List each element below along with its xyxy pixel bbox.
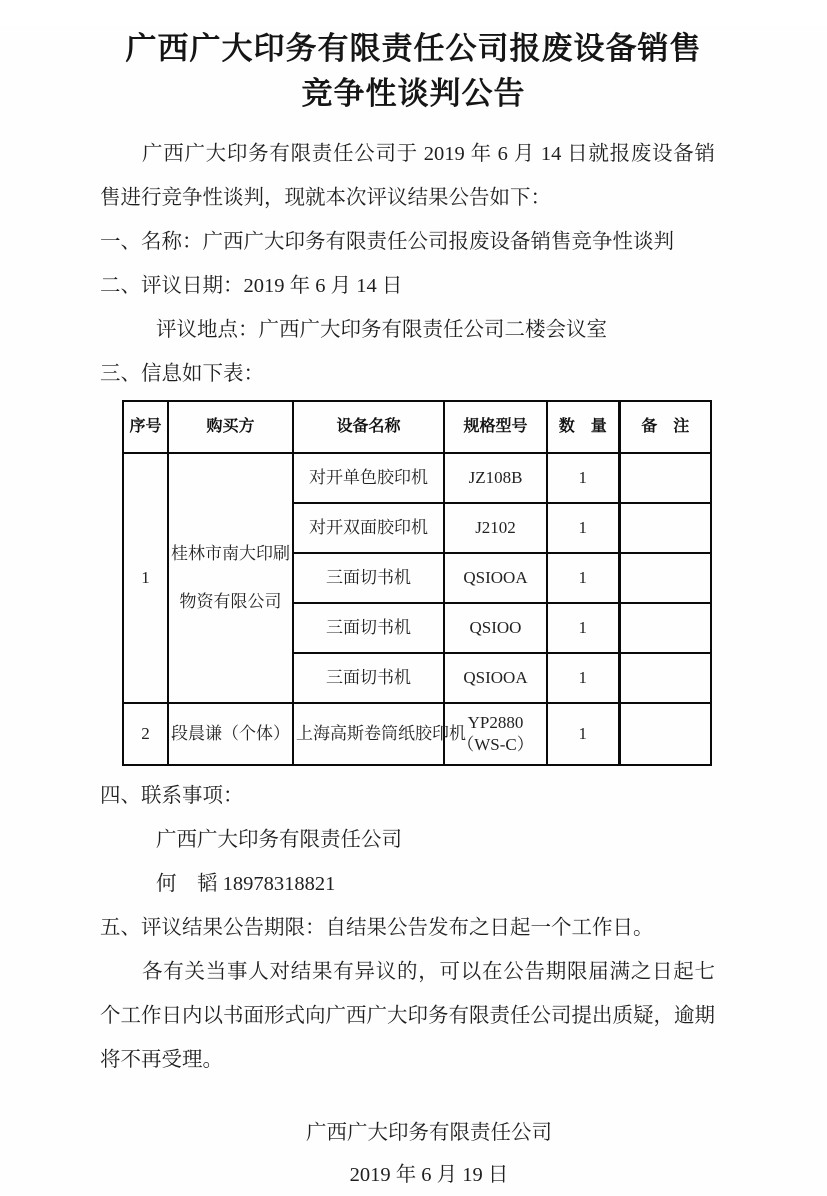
equipment-name-cell: 三面切书机 (293, 553, 444, 603)
list-item-3-table-intro: 三、信息如下表： (100, 363, 264, 385)
table-row (123, 703, 711, 765)
quantity-cell: 1 (547, 503, 619, 553)
note-cell (619, 453, 711, 503)
equipment-name-cell: 上海高斯卷筒纸胶印机 (293, 703, 444, 765)
equipment-name-cell: 对开双面胶印机 (293, 503, 444, 553)
equipment-name-cell: 三面切书机 (293, 603, 444, 653)
header-quantity: 数 量 (547, 401, 619, 453)
document-body (100, 132, 715, 1196)
title-line-1: 广西广大印务有限责任公司报废设备销售 (125, 31, 702, 66)
model-cell: QSIOOA (444, 653, 547, 703)
intro-paragraph: 广西广大印务有限责任公司于 2019 年 6 月 14 日就报废设备销售进行竞争性谈判，现就本次评议结果公告如下： (100, 143, 715, 209)
note-cell (619, 553, 711, 603)
buyer-cell: 桂林市南大印刷物资有限公司 (168, 453, 293, 703)
equipment-name-cell: 对开单色胶印机 (293, 453, 444, 503)
list-item-2-location: 评议地点：广西广大印务有限责任公司二楼会议室 (156, 319, 607, 341)
document-page (0, 26, 827, 1195)
model-cell: J2102 (444, 503, 547, 553)
table-row (123, 453, 711, 503)
equipment-table (122, 400, 712, 766)
note-cell (619, 703, 711, 765)
buyer-cell: 段晨谦（个体） (168, 703, 293, 765)
contact-person-phone: 何 韬 18978318821 (156, 873, 336, 895)
model-cell: JZ108B (444, 453, 547, 503)
title-line-2: 竞争性谈判公告 (301, 76, 526, 111)
list-item-4-contact: 四、联系事项： (100, 785, 244, 807)
header-serial: 序号 (123, 401, 168, 453)
signature-block (306, 1112, 552, 1196)
quantity-cell: 1 (547, 453, 619, 503)
model-cell: QSIOOA (444, 553, 547, 603)
header-buyer: 购买方 (168, 401, 293, 453)
header-note: 备 注 (619, 401, 711, 453)
serial-cell: 2 (123, 703, 168, 765)
equipment-name-cell: 三面切书机 (293, 653, 444, 703)
note-cell (619, 503, 711, 553)
list-item-2-date: 二、评议日期：2019 年 6 月 14 日 (100, 275, 403, 297)
list-item-1-name: 一、名称：广西广大印务有限责任公司报废设备销售竞争性谈判 (100, 231, 674, 253)
note-cell (619, 603, 711, 653)
quantity-cell: 1 (547, 653, 619, 703)
quantity-cell: 1 (547, 603, 619, 653)
document-title (0, 26, 827, 116)
model-cell: QSIOO (444, 603, 547, 653)
header-equipment: 设备名称 (293, 401, 444, 453)
model-cell: YP2880（WS-C） (444, 703, 547, 765)
signature-date: 2019 年 6 月 19 日 (349, 1164, 509, 1186)
serial-cell: 1 (123, 453, 168, 703)
quantity-cell: 1 (547, 703, 619, 765)
header-model: 规格型号 (444, 401, 547, 453)
note-cell (619, 653, 711, 703)
appeal-paragraph: 各有关当事人对结果有异议的，可以在公告期限届满之日起七个工作日内以书面形式向广西广大印务有限责任公司提出质疑，逾期将不再受理。 (100, 961, 715, 1071)
signature-company: 广西广大印务有限责任公司 (306, 1122, 552, 1144)
quantity-cell: 1 (547, 553, 619, 603)
contact-company: 广西广大印务有限责任公司 (156, 829, 402, 851)
table-header-row (123, 401, 711, 453)
list-item-5-deadline: 五、评议结果公告期限：自结果公告发布之日起一个工作日。 (100, 917, 654, 939)
